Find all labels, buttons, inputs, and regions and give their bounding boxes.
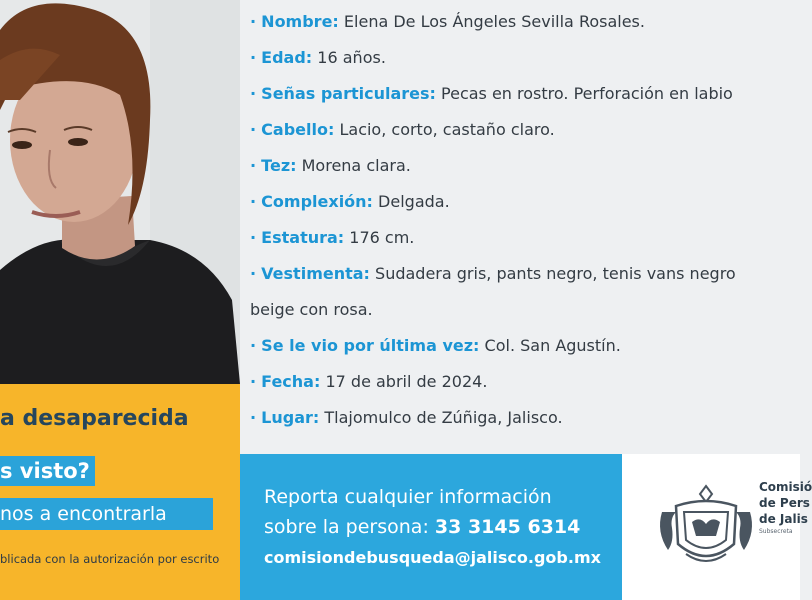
detail-row-skin: · Tez: Morena clara. <box>250 156 411 175</box>
commission-logo-area <box>622 454 812 600</box>
logo-text-line-2: de Pers <box>759 496 810 510</box>
seen-question: s visto? <box>0 456 95 486</box>
detail-row-clothing: · Vestimenta: Sudadera gris, pants negro, tenis vans negro <box>250 264 736 283</box>
contact-line-1: Reporta cualquier información <box>264 486 552 508</box>
logo-subtitle: Subsecreta <box>759 528 793 535</box>
help-find-text: nos a encontrarla <box>0 498 213 530</box>
appeal-panel <box>0 384 240 600</box>
contact-box <box>240 454 622 600</box>
logo-text-line-3: de Jalis <box>759 512 808 526</box>
person-details <box>240 0 800 454</box>
missing-banner-title: a desaparecida <box>0 406 189 431</box>
detail-row-date: · Fecha: 17 de abril de 2024. <box>250 372 488 391</box>
contact-phone[interactable]: 33 3145 6314 <box>434 516 581 538</box>
authorization-note: blicada con la autorización por escrito <box>0 552 220 566</box>
detail-row-name: · Nombre: Elena De Los Ángeles Sevilla Rosales. <box>250 12 645 31</box>
detail-row-hair: · Cabello: Lacio, corto, castaño claro. <box>250 120 555 139</box>
person-photo-illustration <box>0 0 240 384</box>
contact-email[interactable]: comisiondebusqueda@jalisco.gob.mx <box>264 548 601 567</box>
detail-row-age: · Edad: 16 años. <box>250 48 386 67</box>
detail-row-place: · Lugar: Tlajomulco de Zúñiga, Jalisco. <box>250 408 563 427</box>
detail-row-clothing-cont: beige con rosa. <box>250 300 373 319</box>
contact-line-2: sobre la persona: 33 3145 6314 <box>264 516 581 538</box>
detail-row-height: · Estatura: 176 cm. <box>250 228 415 247</box>
detail-row-last-seen: · Se le vio por última vez: Col. San Agustín. <box>250 336 621 355</box>
person-photo <box>0 0 240 384</box>
jalisco-seal-icon <box>656 482 756 572</box>
detail-row-build: · Complexión: Delgada. <box>250 192 450 211</box>
logo-text-line-1: Comisió <box>759 480 812 494</box>
detail-row-marks: · Señas particulares: Pecas en rostro. Perforación en labio <box>250 84 733 103</box>
